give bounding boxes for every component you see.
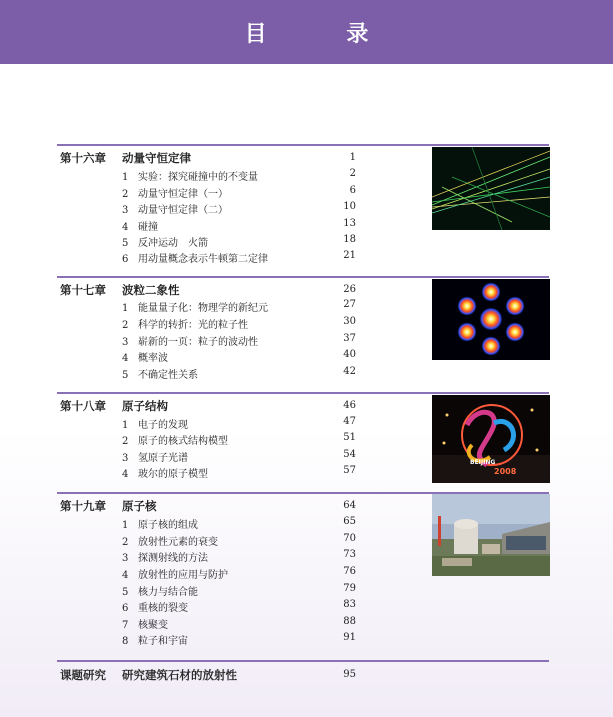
toc-entry[interactable]	[122, 583, 198, 598]
entry-index: 1	[122, 520, 129, 531]
entry-index: 4	[122, 353, 129, 364]
entry-title: 概率波	[138, 353, 168, 364]
entry-index: 6	[122, 254, 129, 265]
research-heading[interactable]	[60, 667, 237, 683]
chapter-number: 第十八章	[60, 399, 106, 413]
entry-title: 电子的发现	[138, 420, 188, 431]
entry-title: 玻尔的原子模型	[138, 469, 208, 480]
entry-title: 放射性元素的衰变	[138, 537, 218, 548]
fireworks-photo	[432, 395, 550, 483]
page-number: 51	[343, 432, 356, 443]
entry-title: 碰撞	[138, 222, 158, 233]
entry-title: 实验：探究碰撞中的不变量	[138, 172, 258, 183]
toc-entry[interactable]	[122, 449, 188, 464]
chapter-title: 原子核	[122, 499, 157, 513]
toc-entry[interactable]	[122, 234, 208, 249]
photo-caption-year: 2008	[494, 467, 517, 476]
toc-entry[interactable]	[122, 218, 158, 233]
entry-index: 7	[122, 620, 129, 631]
page-title: 目 录	[244, 20, 405, 47]
chapter-number: 第十九章	[60, 499, 106, 513]
page-number: 91	[343, 632, 356, 643]
entry-index: 5	[122, 587, 129, 598]
entry-title: 能量量子化：物理学的新纪元	[138, 303, 268, 314]
toc-entry[interactable]	[122, 516, 198, 531]
entry-index: 3	[122, 337, 129, 348]
chapter-divider	[57, 144, 549, 146]
entry-title: 探测射线的方法	[138, 553, 208, 564]
toc-entry[interactable]	[122, 316, 248, 331]
page-number: 70	[343, 533, 356, 544]
page-number: 13	[343, 218, 356, 229]
page-number: 26	[343, 284, 356, 295]
chapter-heading[interactable]	[60, 150, 191, 166]
toc-entry[interactable]	[122, 201, 228, 216]
chapter-heading[interactable]	[60, 398, 168, 414]
entry-title: 反冲运动 火箭	[138, 238, 208, 249]
page-number: 37	[343, 333, 356, 344]
entry-index: 5	[122, 370, 129, 381]
page-number: 47	[343, 416, 356, 427]
entry-title: 用动量概念表示牛顿第二定律	[138, 254, 268, 265]
entry-index: 4	[122, 570, 129, 581]
entry-title: 不确定性关系	[138, 370, 198, 381]
entry-index: 4	[122, 469, 129, 480]
toc-entry[interactable]	[122, 333, 258, 348]
page-number: 18	[343, 234, 356, 245]
chapter-heading[interactable]	[60, 282, 180, 298]
page-number: 27	[343, 299, 356, 310]
entry-index: 6	[122, 603, 129, 614]
toc-entry[interactable]	[122, 549, 208, 564]
photo-caption-city: BEIJING	[470, 459, 496, 466]
entry-title: 粒子和宇宙	[138, 636, 188, 647]
toc-entry[interactable]	[122, 533, 218, 548]
toc-entry[interactable]	[122, 299, 268, 314]
entry-index: 8	[122, 636, 129, 647]
toc-entry[interactable]	[122, 465, 208, 480]
page-number: 73	[343, 549, 356, 560]
page-number: 2	[349, 168, 356, 179]
entry-index: 1	[122, 172, 129, 183]
toc-entry[interactable]	[122, 432, 228, 447]
chapter-divider	[57, 392, 549, 394]
page-number: 65	[343, 516, 356, 527]
entry-title: 原子的核式结构模型	[138, 436, 228, 447]
chapter-divider	[57, 276, 549, 278]
chapter-title: 原子结构	[122, 399, 168, 413]
entry-title: 核力与结合能	[138, 587, 198, 598]
entry-title: 崭新的一页：粒子的波动性	[138, 337, 258, 348]
page-number: 10	[343, 201, 356, 212]
entry-index: 5	[122, 238, 129, 249]
entry-index: 3	[122, 205, 129, 216]
toc-entry[interactable]	[122, 250, 268, 265]
page-number: 54	[343, 449, 356, 460]
entry-title: 动量守恒定律（二）	[138, 205, 228, 216]
entry-title: 科学的转折：光的粒子性	[138, 320, 248, 331]
chapter-number: 第十六章	[60, 151, 106, 165]
nuclear-plant-photo	[432, 494, 550, 576]
page-number: 42	[343, 366, 356, 377]
entry-index: 3	[122, 453, 129, 464]
chapter-heading[interactable]	[60, 498, 157, 514]
chapter-title: 动量守恒定律	[122, 151, 191, 165]
toc-entry[interactable]	[122, 168, 258, 183]
toc-entry[interactable]	[122, 185, 228, 200]
page-number: 83	[343, 599, 356, 610]
page-number: 1	[349, 152, 356, 163]
page-number: 30	[343, 316, 356, 327]
entry-index: 2	[122, 537, 129, 548]
research-title: 研究建筑石材的放射性	[122, 668, 237, 682]
research-label: 课题研究	[60, 668, 106, 682]
entry-title: 原子核的组成	[138, 520, 198, 531]
particle-tracks-photo	[432, 147, 550, 230]
header-banner	[0, 0, 613, 64]
page-number: 57	[343, 465, 356, 476]
page-number: 6	[349, 185, 356, 196]
chapter-title: 波粒二象性	[122, 283, 180, 297]
entry-index: 3	[122, 553, 129, 564]
toc-entry[interactable]	[122, 632, 188, 647]
toc-entry[interactable]	[122, 566, 228, 581]
chapter-number: 第十七章	[60, 283, 106, 297]
section-divider	[57, 660, 549, 662]
entry-title: 氢原子光谱	[138, 453, 188, 464]
entry-title: 重核的裂变	[138, 603, 188, 614]
toc-entry[interactable]	[122, 599, 188, 614]
entry-index: 2	[122, 320, 129, 331]
entry-index: 4	[122, 222, 129, 233]
toc-entry[interactable]	[122, 616, 168, 631]
toc-entry[interactable]	[122, 366, 198, 381]
page-number: 95	[343, 669, 356, 680]
page-number: 64	[343, 500, 356, 511]
page-number: 21	[343, 250, 356, 261]
page-number: 76	[343, 566, 356, 577]
toc-entry[interactable]	[122, 416, 188, 431]
diffraction-pattern-photo	[432, 279, 550, 360]
page-number: 40	[343, 349, 356, 360]
page-number: 79	[343, 583, 356, 594]
toc-entry[interactable]	[122, 349, 168, 364]
entry-index: 1	[122, 303, 129, 314]
entry-index: 2	[122, 436, 129, 447]
entry-title: 核聚变	[138, 620, 168, 631]
page-number: 46	[343, 400, 356, 411]
entry-index: 1	[122, 420, 129, 431]
page-number: 88	[343, 616, 356, 627]
entry-title: 动量守恒定律（一）	[138, 189, 228, 200]
entry-index: 2	[122, 189, 129, 200]
entry-title: 放射性的应用与防护	[138, 570, 228, 581]
